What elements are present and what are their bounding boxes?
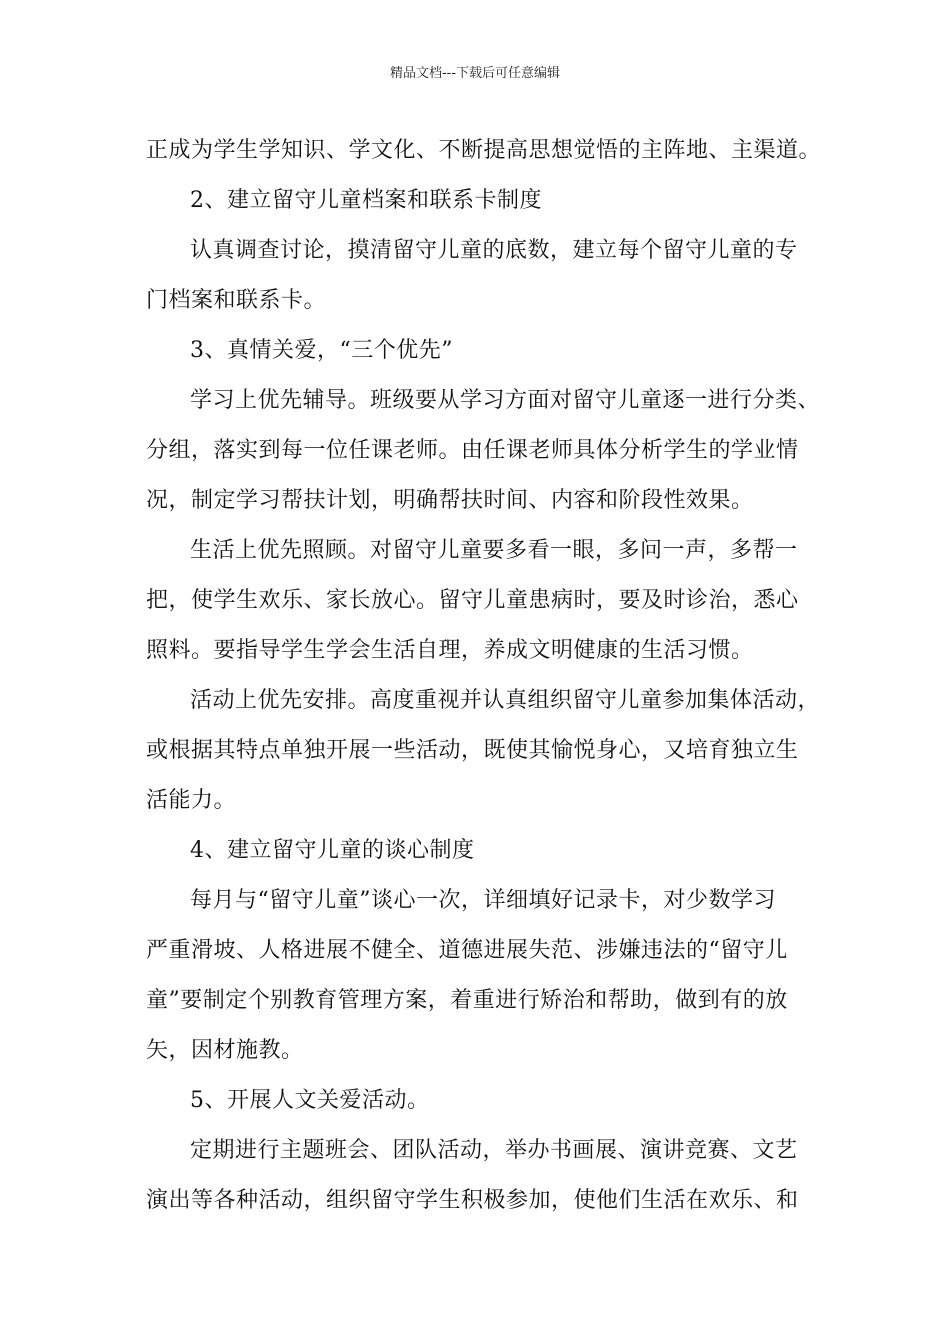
page-header: 精品文档---下载后可任意编辑 — [389, 66, 561, 81]
paragraph-line: 认真调查讨论，摸清留守儿童的底数，建立每个留守儿童的专 — [190, 238, 798, 263]
paragraph-line: 演出等各种活动，组织留守学生积极参加，使他们生活在欢乐、和 — [146, 1188, 799, 1213]
section-heading: 4、建立留守儿童的谈心制度 — [190, 838, 475, 863]
paragraph-line: 况，制定学习帮扶计划，明确帮扶时间、内容和阶段性效果。 — [146, 488, 754, 513]
paragraph-line: 童”要制定个别教育管理方案，着重进行矫治和帮助，做到有的放 — [146, 988, 788, 1013]
paragraph-line: 把，使学生欢乐、家长放心。留守儿童患病时，要及时诊治，悉心 — [146, 588, 799, 613]
document-body — [146, 126, 822, 1226]
paragraph-line: 活动上优先安排。高度重视并认真组织留守儿童参加集体活动， — [190, 688, 821, 713]
paragraph-line: 生活上优先照顾。对留守儿童要多看一眼，多问一声，多帮一 — [190, 538, 798, 563]
paragraph-line: 严重滑坡、人格进展不健全、道德进展失范、涉嫌违法的“留守儿 — [146, 938, 788, 963]
paragraph-line: 照料。要指导学生学会生活自理，养成文明健康的生活习惯。 — [146, 638, 754, 663]
paragraph-line: 学习上优先辅导。班级要从学习方面对留守儿童逐一进行分类、 — [190, 388, 821, 413]
paragraph-line: 门档案和联系卡。 — [146, 288, 327, 313]
paragraph-line: 定期进行主题班会、团队活动，举办书画展、演讲竞赛、文艺 — [190, 1138, 798, 1163]
paragraph-line: 活能力。 — [146, 788, 237, 813]
paragraph-line: 分组，落实到每一位任课老师。由任课老师具体分析学生的学业情 — [146, 438, 799, 463]
section-heading: 2、建立留守儿童档案和联系卡制度 — [190, 188, 542, 213]
paragraph-line: 矢，因材施教。 — [146, 1038, 304, 1063]
text-line: 正成为学生学知识、学文化、不断提高思想觉悟的主阵地、主渠道。 — [146, 138, 822, 163]
paragraph-line: 每月与“留守儿童”谈心一次，详细填好记录卡，对少数学习 — [190, 888, 776, 913]
paragraph-line: 或根据其特点单独开展一些活动，既使其愉悦身心，又培育独立生 — [146, 738, 799, 763]
section-heading: 3、真情关爱，“三个优先” — [190, 338, 453, 363]
section-heading: 5、开展人文关爱活动。 — [190, 1088, 430, 1113]
